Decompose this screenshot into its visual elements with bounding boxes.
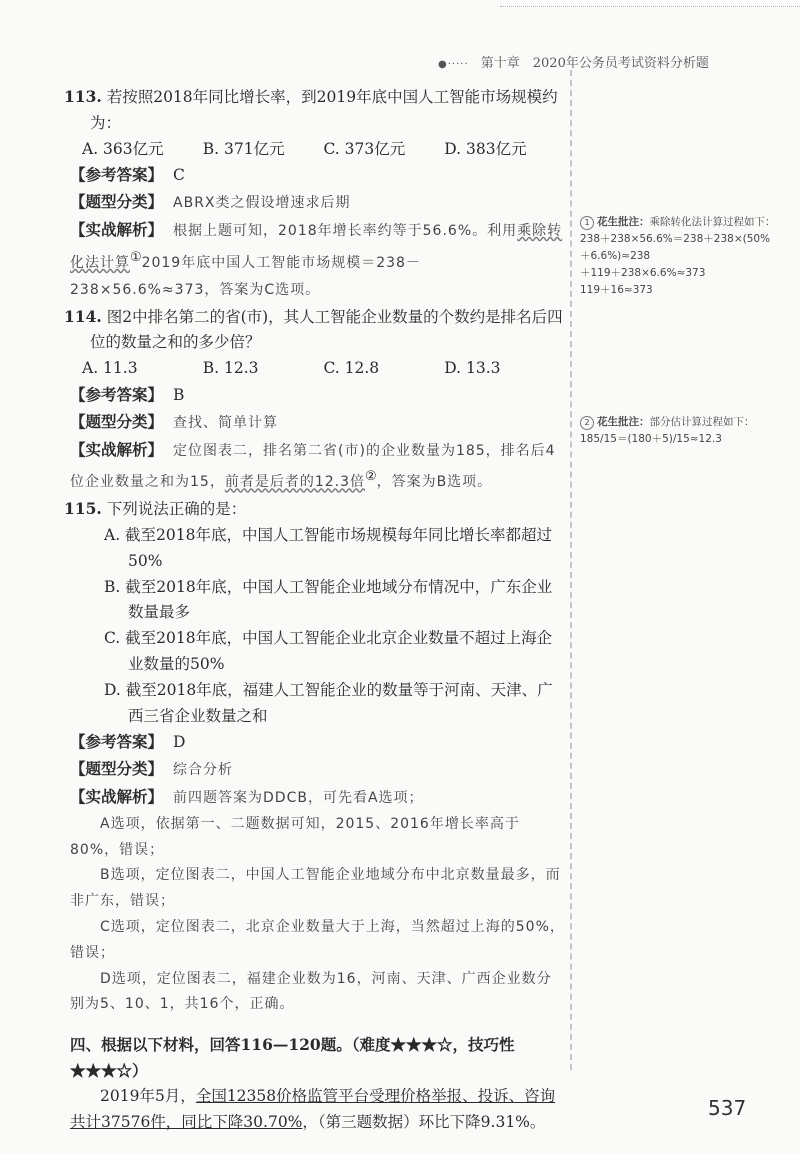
material-paragraph: 2019年5月，全国12358价格监管平台受理价格举报、投诉、咨询共计37576件，同比下降30.70%，（第三题数据）环比下降9.31%。 <box>70 1086 556 1131</box>
answer-115: 【参考答案】 D <box>70 732 186 752</box>
page-number: 537 <box>708 1096 747 1120</box>
option-a: A. 截至2018年底，中国人工智能市场规模每年同比增长率都超过50% <box>104 526 552 570</box>
main-column <box>64 84 565 1135</box>
analysis-para-a: A选项，依据第一、二题数据可知，2015、2016年增长率高于80%，错误； <box>70 815 520 858</box>
options-113 <box>70 137 565 163</box>
answer-113: 【参考答案】 C <box>70 165 185 185</box>
note-number-icon: 2 <box>580 416 594 430</box>
option-b: B. 截至2018年底，中国人工智能企业地域分布情况中，广东企业数量最多 <box>104 577 553 622</box>
option-d: D. 截至2018年底，福建人工智能企业的数量等于河南、天津、广西三省企业数量之和 <box>104 680 553 725</box>
header-rule <box>500 6 800 7</box>
header-dots: ●····· <box>438 59 469 70</box>
option-c: C. 12.8 <box>323 359 380 378</box>
margin-note-1: 1 花生批注：乘除转化法计算过程如下： 238＋238×56.6%＝238＋238×(50%＋6.6%)≈238 ＋119＋238×6.6%≈373 119＋16≈373 <box>580 216 776 296</box>
question-113: 113. 若按照2018年同比增长率，到2019年底中国人工智能市场规模约为： <box>64 87 558 132</box>
type-115: 【题型分类】 综合分析 <box>70 759 234 779</box>
question-115: 115. 下列说法正确的是： <box>64 499 247 519</box>
difficulty-rating: （难度★★★☆，技巧性★★★☆） <box>70 1035 515 1080</box>
options-114 <box>70 356 565 382</box>
option-c: C. 373亿元 <box>323 139 406 158</box>
type-113: 【题型分类】 ABRX类之假设增速求后期 <box>70 192 351 212</box>
option-b: B. 371亿元 <box>202 139 285 158</box>
option-d: D. 383亿元 <box>444 139 527 158</box>
header-text: 第十章 2020年公务员考试资料分析题 <box>480 56 709 71</box>
question-114: 114. 图2中排名第二的省(市)，其人工智能企业数量的个数约是排名后四位的数量之和的多少倍？ <box>64 306 563 352</box>
margin-note-2: 2 花生批注：部分估计算过程如下： 185/15＝(180＋5)/15≈12.3 <box>580 416 755 445</box>
analysis-113: 【实战解析】 根据上题可知，2018年增长率约等于56.6%。利用乘除转化法计算①2019年底中国人工智能市场规模＝238－238×56.6%≈373，答案为C选项。 <box>70 219 563 298</box>
option-a: A. 11.3 <box>82 359 138 378</box>
option-a: A. 363亿元 <box>82 139 164 158</box>
analysis-115: 【实战解析】 前四题答案为DDCB，可先看A选项； <box>70 787 424 807</box>
answer-114: 【参考答案】 B <box>70 384 185 404</box>
section-heading: 四、根据以下材料，回答116—120题。（难度★★★☆，技巧性★★★☆） <box>70 1035 515 1080</box>
analysis-114: 【实战解析】 定位图表二，排名第二省(市)的企业数量为185，排名后4位企业数量之和为15，前者是后者的12.3倍②，答案为B选项。 <box>70 439 556 491</box>
option-d: D. 13.3 <box>444 359 501 378</box>
analysis-para-d: D选项，定位图表二，福建企业数为16，河南、天津、广西企业数分别为5、10、1，共16个，正确。 <box>70 970 552 1013</box>
running-header <box>438 52 709 71</box>
option-b: B. 12.3 <box>202 359 259 378</box>
type-114: 【题型分类】 查找、简单计算 <box>70 411 279 431</box>
analysis-para-c: C选项，定位图表二，北京企业数量大于上海，当然超过上海的50%，错误； <box>70 919 565 961</box>
margin-divider <box>570 70 572 1070</box>
note-number-icon: 1 <box>580 216 594 230</box>
option-c: C. 截至2018年底，中国人工智能企业北京企业数量不超过上海企业数量的50% <box>104 629 553 674</box>
analysis-para-b: B选项，定位图表二，中国人工智能企业地域分布中北京数量最多，而非广东，错误； <box>70 867 561 910</box>
